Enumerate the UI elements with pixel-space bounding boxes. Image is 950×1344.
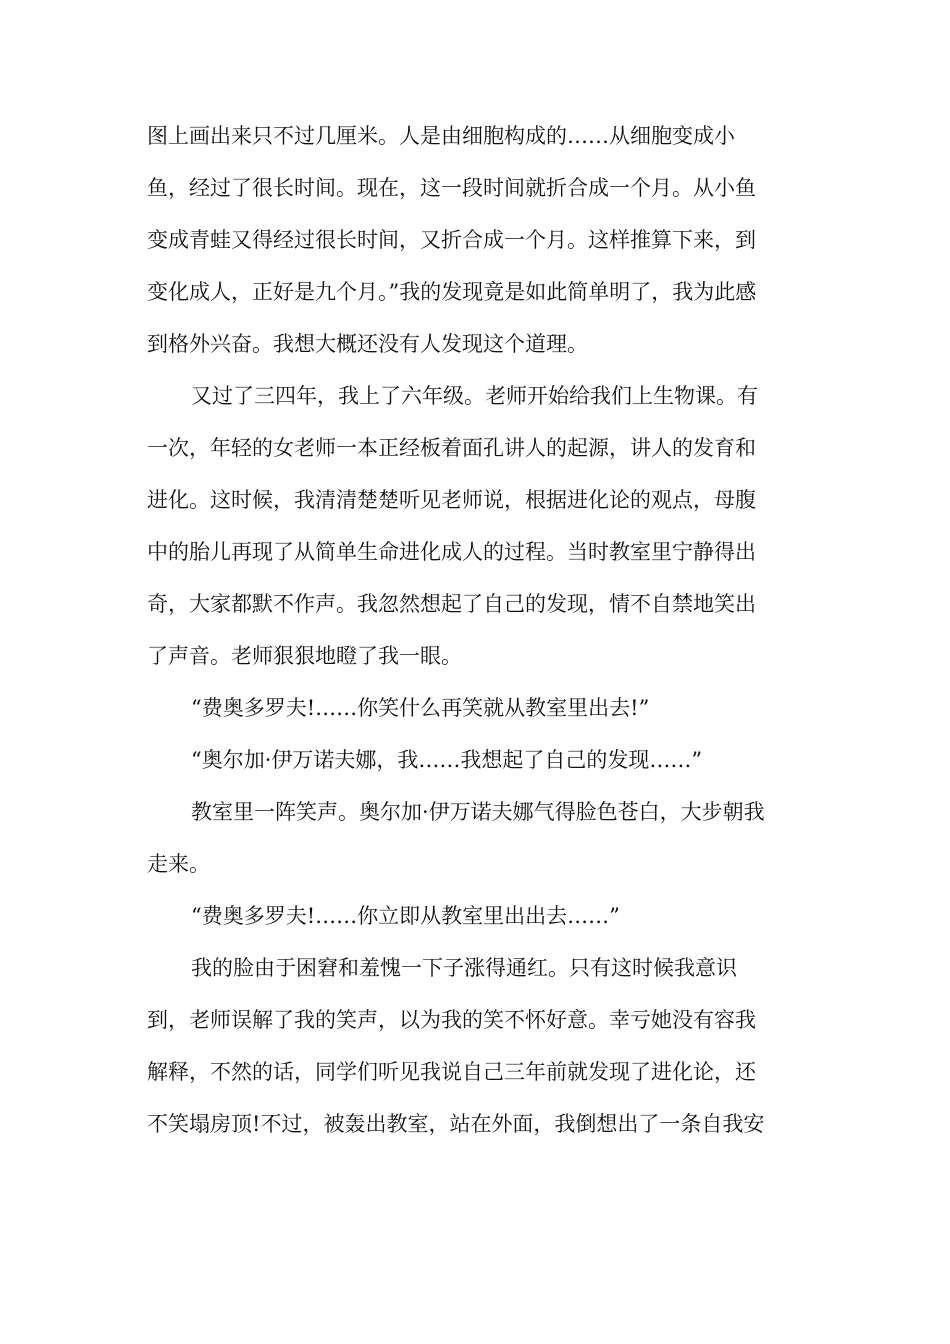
dialogue-line: “费奥多罗夫!……你笑什么再笑就从教室里出去!” xyxy=(191,696,650,720)
text-line: 奇，大家都默不作声。我忽然想起了自己的发现，情不自禁地笑出 xyxy=(147,592,756,616)
text-line: 鱼，经过了很长时间。现在，这一段时间就折合成一个月。从小鱼 xyxy=(147,176,756,200)
dialogue-line: “费奥多罗夫!……你立即从教室里出出去……” xyxy=(191,904,620,928)
text-line: 中的胎儿再现了从简单生命进化成人的过程。当时教室里宁静得出 xyxy=(147,540,756,564)
text-line: 不笑塌房顶!不过，被轰出教室，站在外面，我倒想出了一条自我安 xyxy=(147,1112,765,1136)
text-line: 到，老师误解了我的笑声，以为我的笑不怀好意。幸亏她没有容我 xyxy=(147,1008,756,1032)
text-line: 又过了三四年，我上了六年级。老师开始给我们上生物课。有 xyxy=(191,384,758,408)
text-line: 变化成人，正好是九个月。”我的发现竟是如此简单明了，我为此感 xyxy=(147,280,757,304)
text-line: 了声音。老师狠狠地瞪了我一眼。 xyxy=(147,644,462,668)
text-line: 到格外兴奋。我想大概还没有人发现这个道理。 xyxy=(147,332,588,356)
text-line: 一次，年轻的女老师一本正经板着面孔讲人的起源，讲人的发育和 xyxy=(147,436,756,460)
text-line: 解释，不然的话，同学们听见我说自己三年前就发现了进化论，还 xyxy=(147,1060,756,1084)
text-line: 变成青蛙又得经过很长时间，又折合成一个月。这样推算下来，到 xyxy=(147,228,756,252)
text-line: 教室里一阵笑声。奥尔加·伊万诺夫娜气得脸色苍白，大步朝我 xyxy=(191,800,765,824)
text-line: 进化。这时候，我清清楚楚听见老师说，根据进化论的观点，母腹 xyxy=(147,488,756,512)
text-line: 图上画出来只不过几厘米。人是由细胞构成的……从细胞变成小 xyxy=(147,124,735,148)
text-line: 走来。 xyxy=(147,852,210,876)
text-line: 我的脸由于困窘和羞愧一下子涨得通红。只有这时候我意识 xyxy=(191,956,737,980)
dialogue-line: “奥尔加·伊万诺夫娜，我……我想起了自己的发现……” xyxy=(191,748,703,772)
